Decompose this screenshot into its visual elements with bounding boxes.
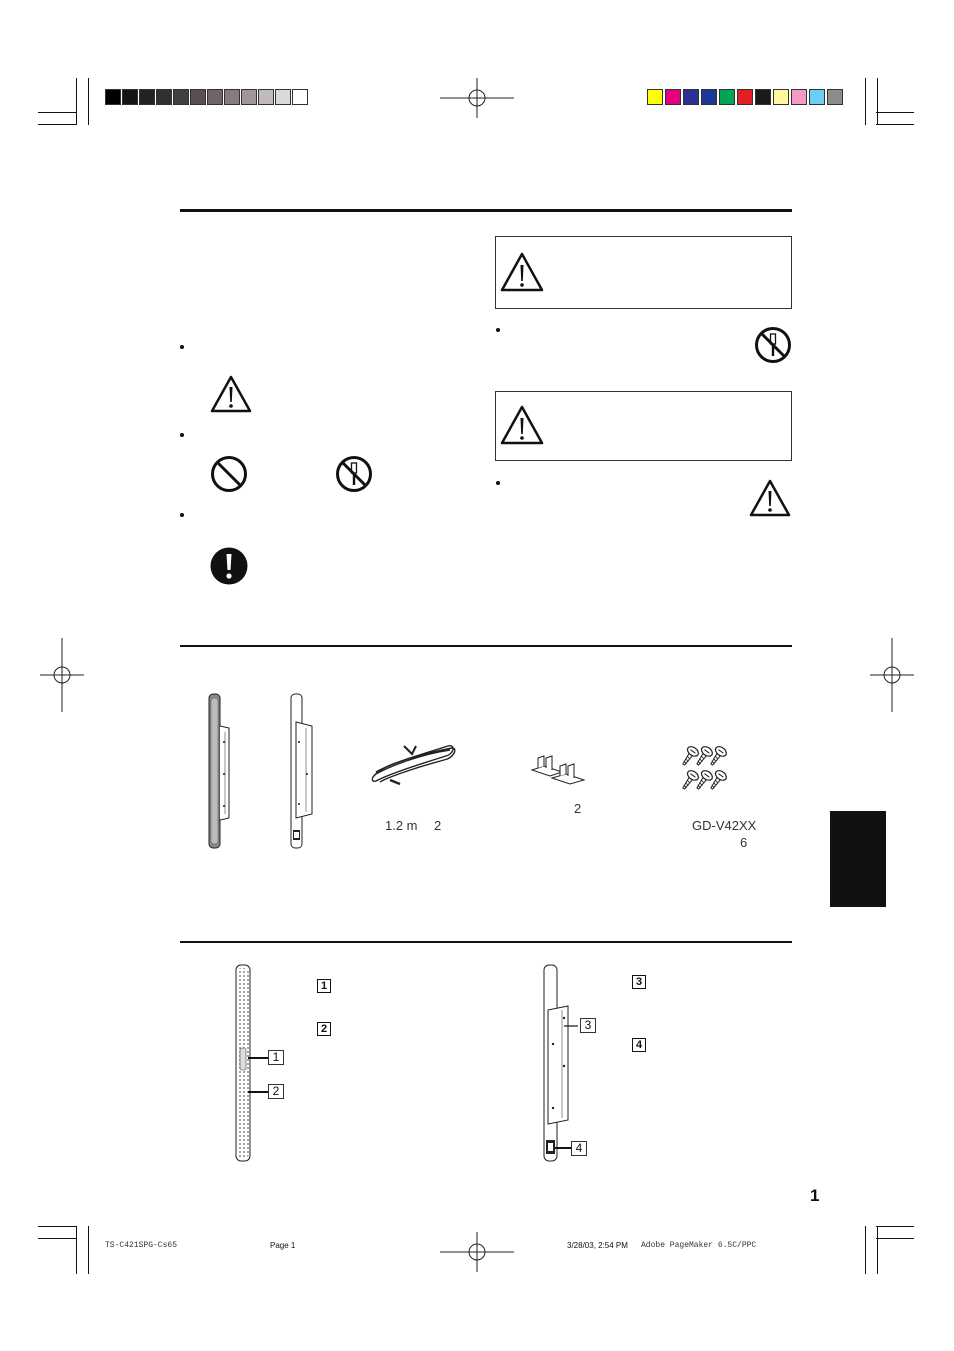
warning-triangle-icon (749, 479, 791, 517)
screw-model-label: GD-V42XX (692, 818, 757, 833)
mandatory-action-icon (210, 547, 248, 585)
bullet (496, 481, 500, 485)
color-swatch (156, 89, 172, 105)
color-swatch (258, 89, 274, 105)
color-swatch (241, 89, 257, 105)
screws-illustration (678, 740, 740, 794)
bullet (180, 513, 184, 517)
color-swatch (665, 89, 681, 105)
color-swatch (224, 89, 240, 105)
color-swatch (755, 89, 771, 105)
screw-quantity: 6 (740, 835, 748, 850)
color-swatch (701, 89, 717, 105)
part-legend-number: 4 (632, 1038, 646, 1052)
speaker-front-illustration (205, 692, 235, 850)
part-legend-number: 1 (317, 979, 331, 993)
bullet (180, 345, 184, 349)
section-rule-parts (180, 941, 792, 943)
registration-mark-left (40, 638, 84, 712)
color-swatch (275, 89, 291, 105)
footer-file-name: TS-C421SPG-Cs65 (105, 1241, 178, 1250)
registration-mark-bottom (440, 1232, 514, 1272)
no-disassembly-icon (335, 455, 373, 493)
color-swatch (737, 89, 753, 105)
color-swatch (122, 89, 138, 105)
color-swatch (809, 89, 825, 105)
speaker-rear-parts-illustration (538, 962, 598, 1164)
part-callout: 1 (268, 1050, 284, 1065)
bullet (180, 433, 184, 437)
prohibition-icon (210, 455, 248, 493)
footer-page: Page 1 (270, 1241, 296, 1250)
section-side-tab (830, 811, 886, 907)
part-legend-number: 2 (317, 1022, 331, 1036)
section-rule-top (180, 209, 792, 212)
registration-mark-right (870, 638, 914, 712)
holder-quantity: 2 (574, 801, 582, 816)
color-swatch (105, 89, 121, 105)
color-swatch (647, 89, 663, 105)
footer-application: Adobe PageMaker 6.5C/PPC (641, 1241, 757, 1250)
color-swatch (207, 89, 223, 105)
footer-date: 3/28/03, 2:54 PM (567, 1241, 628, 1250)
registration-mark-top (440, 78, 514, 118)
color-swatch (173, 89, 189, 105)
warning-triangle-icon (500, 252, 544, 292)
color-swatch (791, 89, 807, 105)
cable-quantity: 2 (434, 818, 442, 833)
color-swatch (827, 89, 843, 105)
part-callout: 3 (580, 1018, 596, 1033)
color-swatch (190, 89, 206, 105)
bullet (496, 328, 500, 332)
no-disassembly-icon (754, 326, 792, 364)
color-swatch (773, 89, 789, 105)
part-callout: 4 (571, 1141, 587, 1156)
color-swatch (292, 89, 308, 105)
warning-triangle-icon (500, 405, 544, 445)
holder-illustration (528, 754, 588, 788)
section-rule-accessories (180, 645, 792, 647)
speaker-cable-illustration (370, 740, 456, 788)
part-callout: 2 (268, 1084, 284, 1099)
part-legend-number: 3 (632, 975, 646, 989)
cable-length-label: 1.2 m (385, 818, 418, 833)
color-swatch (683, 89, 699, 105)
speaker-rear-illustration (288, 692, 318, 850)
page-number: 1 (810, 1186, 820, 1205)
warning-triangle-icon (210, 375, 252, 413)
color-swatch (719, 89, 735, 105)
color-swatch (139, 89, 155, 105)
